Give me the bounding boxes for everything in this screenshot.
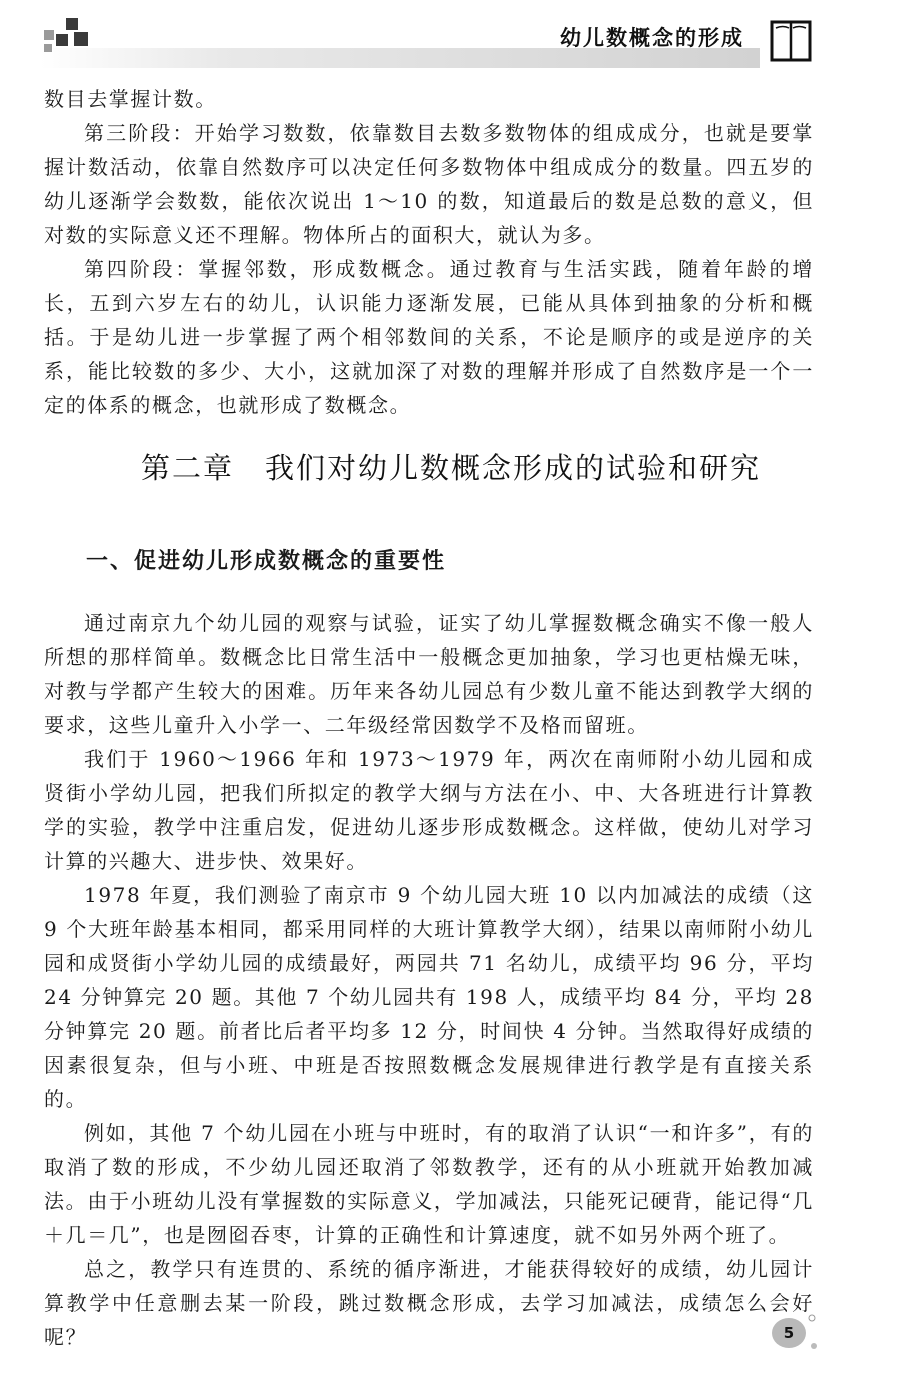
body-text-top (44, 82, 814, 422)
section-title: 一、促进幼儿形成数概念的重要性 (86, 549, 447, 574)
paragraph-continuation: 数目去掌握计数。 (44, 87, 217, 111)
running-header-title: 幼儿数概念的形成 (560, 26, 744, 50)
paragraph-section-2: 我们于 1960～1966 年和 1973～1979 年，两次在南师附小幼儿园和成贤街小学幼儿园，把我们所拟定的教学大纲与方法在小、中、大各班进行计算教学的实验，教学中注重启发，促进幼儿逐步形成数概念。这样做，使幼儿对学习计算的兴趣大、进步快、效果好。 (44, 747, 814, 873)
open-book-icon (770, 18, 812, 62)
chapter-title: 第二章 我们对幼儿数概念形成的试验和研究 (140, 451, 761, 485)
paragraph-section-4: 例如，其他 7 个幼儿园在小班与中班时，有的取消了认识“一和许多”，有的取消了数的形成，不少幼儿园还取消了邻数教学，还有的从小班就开始教加减法。由于小班幼儿没有掌握数的实际意义，学加减法，只能死记硬背，能记得“几＋几＝几”，也是囫囵吞枣，计算的正确性和计算速度，就不如另外两个班了。 (44, 1121, 814, 1247)
paragraph-stage-three: 第三阶段：开始学习数数，依靠数目去数多数物体的组成成分，也就是要掌握计数活动，依靠自然数序可以决定任何多数物体中组成成分的数量。四五岁的幼儿逐渐学会数数，能依次说出 1～10 的数，知道最后的数是总数的意义，但对数的实际意义还不理解。物体所占的面积大，就认为多。 (44, 121, 814, 247)
page-header (0, 20, 902, 64)
paragraph-section-1: 通过南京九个幼儿园的观察与试验，证实了幼儿掌握数概念确实不像一般人所想的那样简单。数概念比日常生活中一般概念更加抽象，学习也更枯燥无味，对教与学都产生较大的困难。历年来各幼儿园总有少数儿童不能达到教学大纲的要求，这些儿童升入小学一、二年级经常因数学不及格而留班。 (44, 611, 814, 737)
paragraph-section-5: 总之，教学只有连贯的、系统的循序渐进，才能获得较好的成绩，幼儿园计算教学中任意删去某一阶段，跳过数概念形成，去学习加减法，成绩怎么会好呢？ (44, 1257, 814, 1349)
page-number-badge (764, 1310, 824, 1360)
body-text-section (44, 606, 814, 1354)
paragraph-stage-four: 第四阶段：掌握邻数，形成数概念。通过教育与生活实践，随着年龄的增长，五到六岁左右的幼儿，认识能力逐渐发展，已能从具体到抽象的分析和概括。于是幼儿进一步掌握了两个相邻数间的关系，不论是顺序的或是逆序的关系，能比较数的多少、大小，这就加深了对数的理解并形成了自然数序是一个一定的体系的概念，也就形成了数概念。 (44, 257, 814, 417)
page-number: 5 (772, 1318, 806, 1348)
paragraph-section-3: 1978 年夏，我们测验了南京市 9 个幼儿园大班 10 以内加减法的成绩（这 9 个大班年龄基本相同，都采用同样的大班计算教学大纲），结果以南师附小幼儿园和成贤街小学幼儿园的成绩最好，两园共 71 名幼儿，成绩平均 96 分，平均 24 分钟算完 20 题。其他 7 个幼儿园共有 198 人，成绩平均 84 分，平均 28 分钟算完 20 题。前者比后者平均多 12 分，时间快 4 分钟。当然取得好成绩的因素很复杂，但与小班、中班是否按照数概念发展规律进行教学是有直接关系的。 (44, 883, 814, 1111)
